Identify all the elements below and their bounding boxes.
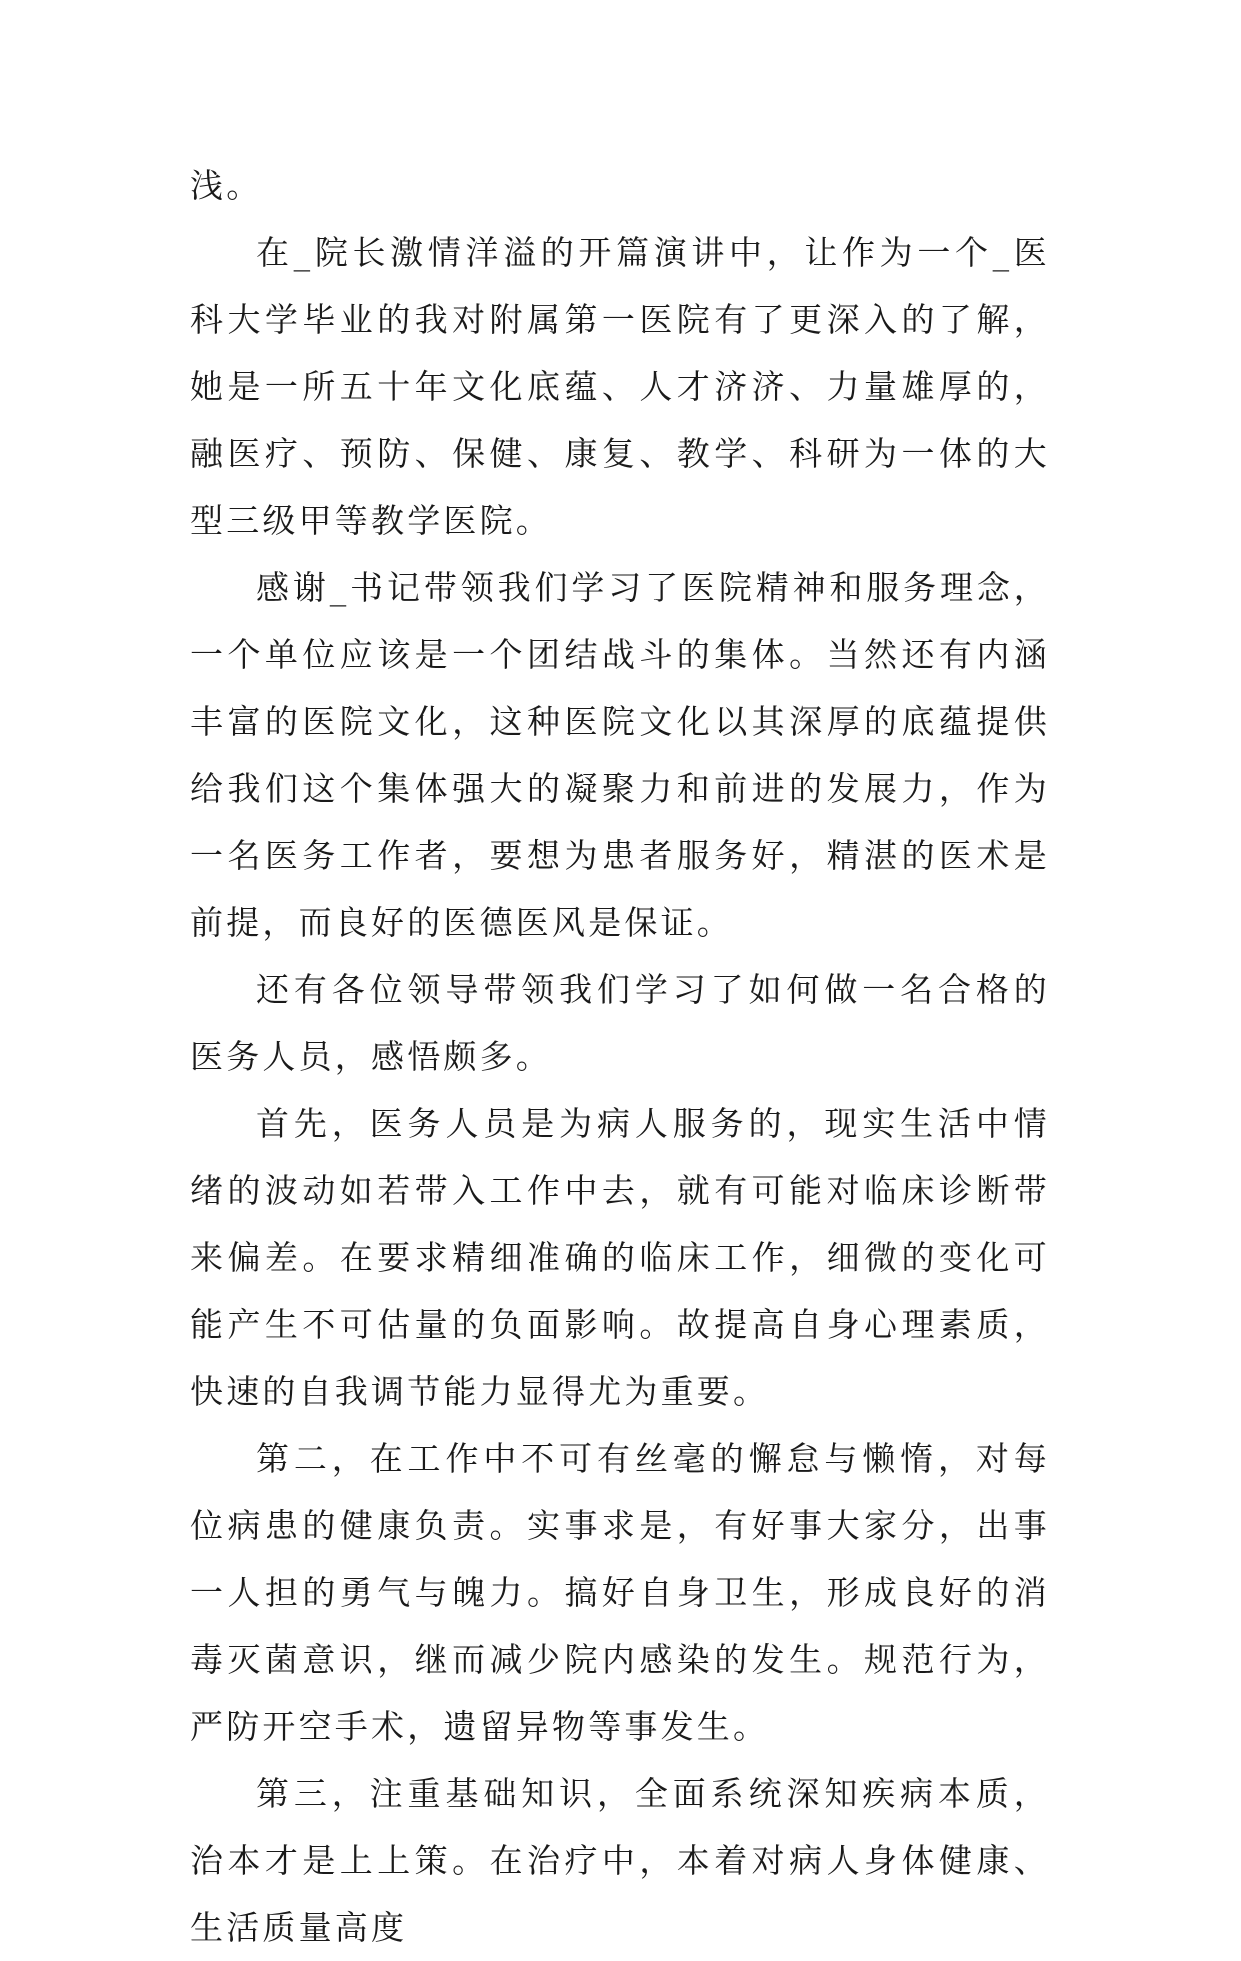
paragraph-second-point: 第二，在工作中不可有丝毫的懈怠与懒惰，对每位病患的健康负责。实事求是，有好事大家分，出事一人担的勇气与魄力。搞好自身卫生，形成良好的消毒灭菌意识，继而减少院内感染的发生。规范行为，严防开空手术，遗留异物等事发生。	[190, 1439, 1050, 1746]
paragraph-continuation: 浅。	[190, 166, 263, 205]
paragraph-secretary-thanks: 感谢_书记带领我们学习了医院精神和服务理念，一个单位应该是一个团结战斗的集体。当然还有内涵丰富的医院文化，这种医院文化以其深厚的底蕴提供给我们这个集体强大的凝聚力和前进的发展力，作为一名医务工作者，要想为患者服务好，精湛的医术是前提，而良好的医德医风是保证。	[190, 568, 1050, 942]
paragraph-president-speech: 在_院长激情洋溢的开篇演讲中，让作为一个_医科大学毕业的我对附属第一医院有了更深入的了解，她是一所五十年文化底蕴、人才济济、力量雄厚的，融医疗、预防、保健、康复、教学、科研为一体的大型三级甲等教学医院。	[190, 233, 1050, 540]
paragraph-third-point: 第三，注重基础知识，全面系统深知疾病本质，治本才是上上策。在治疗中，本着对病人身体健康、生活质量高度	[190, 1774, 1050, 1947]
document-body	[190, 152, 1050, 1961]
paragraph-first-point: 首先，医务人员是为病人服务的，现实生活中情绪的波动如若带入工作中去，就有可能对临床诊断带来偏差。在要求精细准确的临床工作，细微的变化可能产生不可估量的负面影响。故提高自身心理素质，快速的自我调节能力显得尤为重要。	[190, 1104, 1050, 1411]
paragraph-leaders: 还有各位领导带领我们学习了如何做一名合格的医务人员，感悟颇多。	[190, 970, 1050, 1076]
